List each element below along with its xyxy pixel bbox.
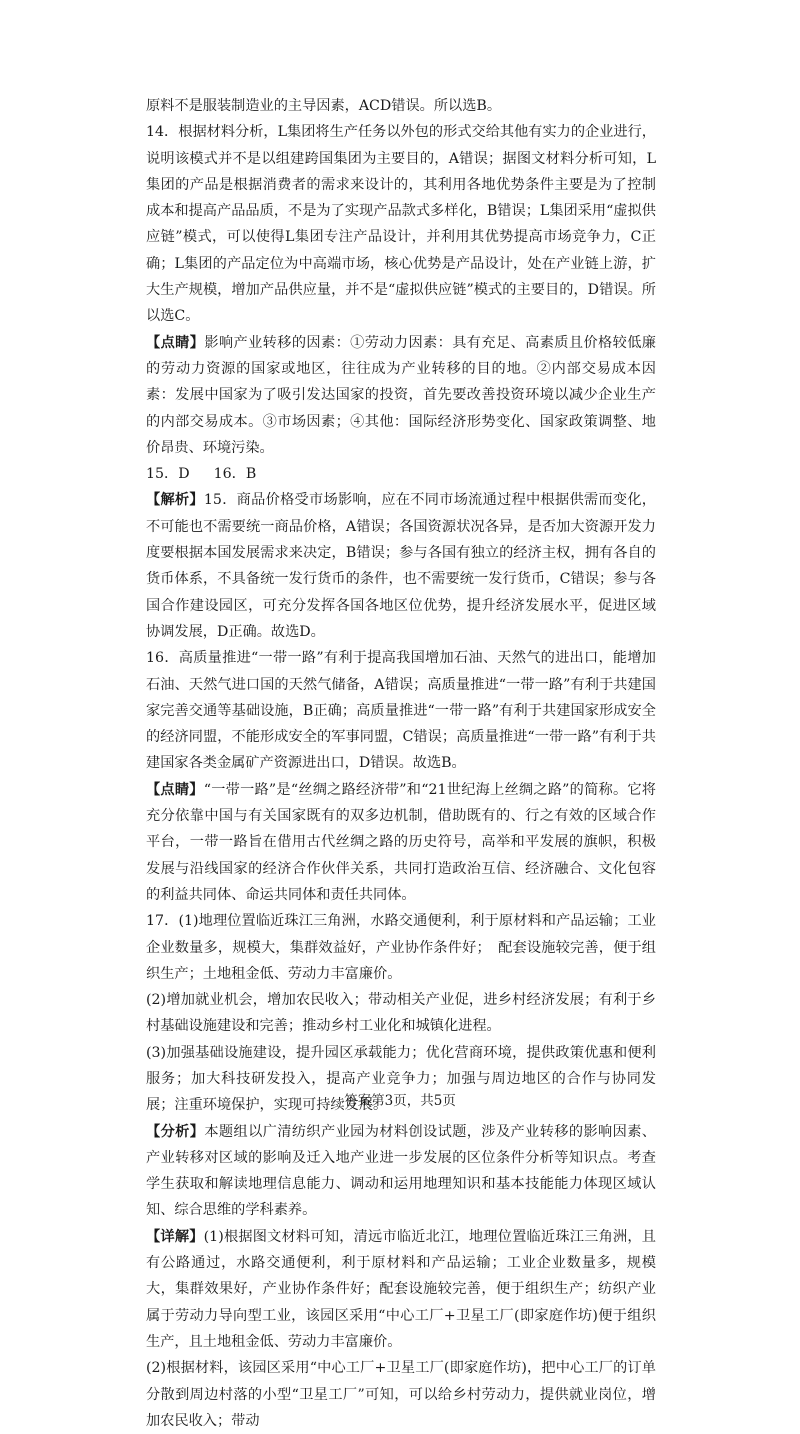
section-tag: 【分析】 [146,1123,205,1140]
answer-content [146,93,656,1434]
paragraph-text: 17．(1)地理位置临近珠江三角洲，水路交通便利，利于原材料和产品运输；工业企业数量多，规模大，集群效益好，产业协作条件好； 配套设施较完善，便于组织生产；土地租金低、劳动力丰富廉价。 [146,913,656,982]
section-tag: 【详解】 [146,1228,204,1245]
paragraph-text: (3)加强基础设施建设，提升园区承载能力；优化营商环境，提供政策优惠和便利服务；加大科技研发投入，提高产业竞争力；加强与周边地区的合作与协同发展；注重环境保护，实现可持续发展。 [146,1044,656,1114]
answer-15: 15．D [146,466,190,483]
answer-key-line [146,461,656,487]
paragraph-text: 14．根据材料分析，L集团将生产任务以外包的形式交给其他有实力的企业进行，说明该模式并不是以组建跨国集团为主要目的，A错误；据图文材料分析可知，L集团的产品是根据消费者的需求来设计的，其利用各地优势条件主要是为了控制成本和提高产品品质，不是为了实现产品款式多样化，B错误；L集团采用“虚拟供应链”模式，可以使得L集团专注产品设计，并利用其优势提高市场竞争力，C正确；L集团的产品定位为中高端市场，核心优势是产品设计，处在产业链上游，扩大生产规模，增加产品供应量，并不是“虚拟供应链”模式的主要目的，D错误。所以选C。 [146,124,656,325]
paragraph-text: 原料不是服装制造业的主导因素，ACD错误。所以选B。 [146,98,502,114]
tip-paragraph [146,777,656,908]
paragraph [146,93,656,119]
question-17-part-1 [146,908,656,987]
paragraph-text: 15．商品价格受市场影响，应在不同市场流通过程中根据供需而变化，不可能也不需要统一商品价格，A错误；各国资源状况各异，是否加大资源开发力度要根据本国发展需求来决定，B错误；参与各国有独立的经济主权，拥有各自的货币体系，不具备统一发行货币的条件，也不需要统一发行货币，C错误；参与各国合作建设园区，可充分发挥各国各地区位优势，提升经济发展水平，促进区域协调发展，D正确。故选D。 [146,492,656,640]
answer-16: 16．B [213,466,257,483]
detail-paragraph [146,1224,656,1355]
detail-paragraph-part-2 [146,1355,656,1434]
analysis-paragraph [146,487,656,645]
section-tag: 【点睛】 [146,781,204,798]
paragraph-text: (1)根据图文材料可知，清远市临近北江，地理位置临近珠江三角洲，且有公路通过，水路交通便利，利于原材料和产品运输；工业企业数量多，规模大，集群效果好，产业协作条件好；配套设施较完善，便于组织生产；纺织产业属于劳动力导向型工业，该园区采用“中心工厂+卫星工厂(即家庭作坊)便于组织生产，且土地租金低、劳动力丰富廉价。 [146,1228,656,1350]
paragraph-text: (2)增加就业机会，增加农民收入；带动相关产业促，进乡村经济发展；有利于乡村基础设施建设和完善；推动乡村工业化和城镇化进程。 [146,992,656,1035]
paragraph-text: 影响产业转移的因素：①劳动力因素：具有充足、高素质且价格较低廉的劳动力资源的国家或地区，往往成为产业转移的目的地。②内部交易成本因素：发展中国家为了吸引发达国家的投资，首先要改善投资环境以减少企业生产的内部交易成本。③市场因素；④其他：国际经济形势变化、国家政策调整、地价昂贵、环境污染。 [146,334,656,456]
paragraph-text: 本题组以广清纺织产业园为材料创设试题，涉及产业转移的影响因素、产业转移对区域的影响及迁入地产业进一步发展的区位条件分析等知识点。考查学生获取和解读地理信息能力、调动和运用地理知识和基本技能能力体现区域认知、综合思维的学科素养。 [146,1123,656,1219]
fenxi-paragraph [146,1119,656,1224]
tip-paragraph [146,330,656,461]
paragraph-text: (2)根据材料，该园区采用“中心工厂+卫星工厂(即家庭作坊)，把中心工厂的订单分散到周边村落的小型“卫星工厂”可知，可以给乡村劳动力，提供就业岗位，增加农民收入；带动 [146,1360,656,1429]
question-17-part-2 [146,987,656,1040]
paragraph-text: 16．高质量推进“一带一路”有利于提高我国增加石油、天然气的进出口，能增加石油、天然气进口国的天然气储备，A错误；高质量推进“一带一路”有利于共建国家完善交通等基础设施，B正确；高质量推进“一带一路”有利于共建国家形成安全的经济同盟，不能形成安全的军事同盟，C错误；高质量推进“一带一路”有利于共建国家各类金属矿产资源进出口，D错误。故选B。 [146,650,656,772]
question-14-explanation [146,119,656,329]
section-tag: 【解析】 [146,492,204,509]
page-footer: 答案第3页，共5页 [344,1093,456,1109]
section-tag: 【点睛】 [146,334,205,351]
question-16-explanation [146,645,656,776]
paragraph-text: “一带一路”是“丝绸之路经济带”和“21世纪海上丝绸之路”的简称。它将充分依靠中国与有关国家既有的双多边机制，借助既有的、行之有效的区域合作平台，一带一路旨在借用古代丝绸之路的历史符号，高举和平发展的旗帜，积极发展与沿线国家的经济合作伙伴关系，共同打造政治互信、经济融合、文化包容的利益共同体、命运共同体和责任共同体。 [146,781,656,903]
